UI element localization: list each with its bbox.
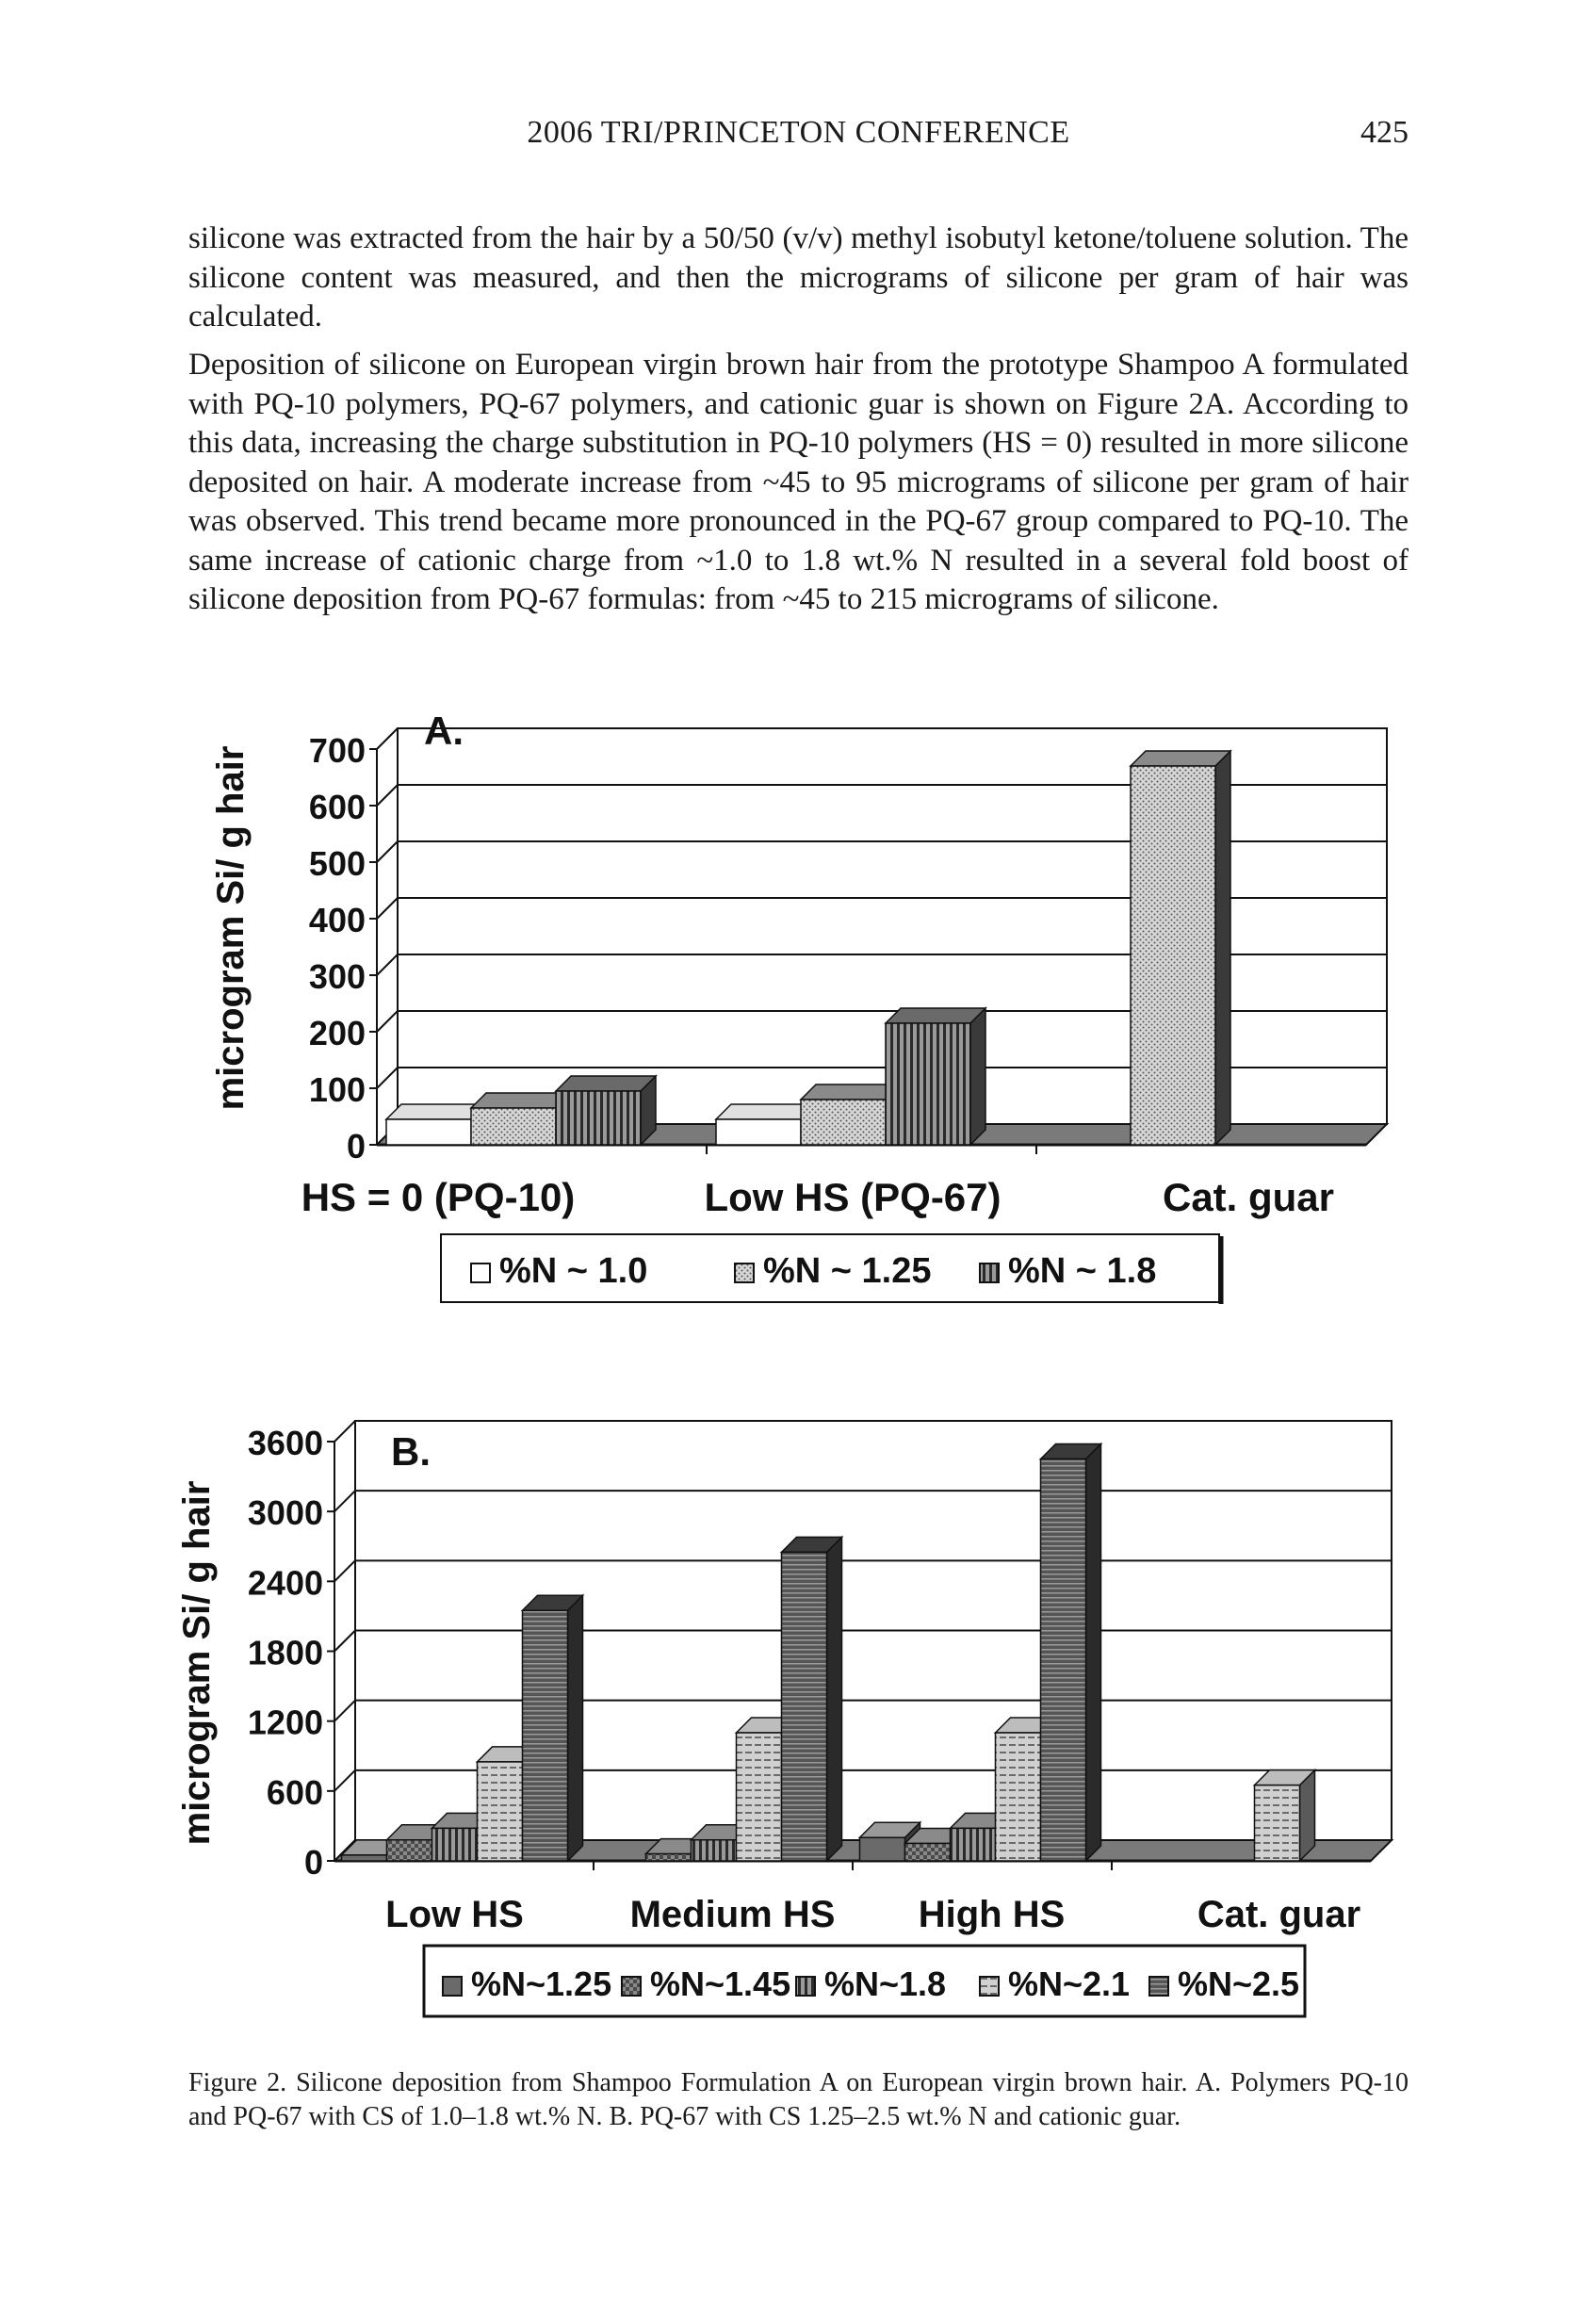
bar-front xyxy=(387,1840,432,1861)
bar-a-2-1 xyxy=(1131,751,1230,1145)
bar-b-3-3 xyxy=(1255,1770,1315,1861)
gridline-diagonal xyxy=(334,1421,355,1442)
running-title: 2006 TRI/PRINCETON CONFERENCE xyxy=(527,115,1070,150)
gridline-diagonal xyxy=(377,841,398,862)
legend-label: %N~1.25 xyxy=(471,1965,612,2003)
y-tick-label: 1200 xyxy=(247,1703,323,1742)
bar-side xyxy=(1215,751,1230,1145)
bar-b-1-4 xyxy=(782,1537,842,1861)
legend-swatch xyxy=(622,1977,641,1996)
bar-front xyxy=(996,1733,1041,1861)
legend-swatch xyxy=(796,1977,815,1996)
y-tick-label: 600 xyxy=(308,788,366,826)
bar-top xyxy=(556,1076,656,1091)
gridline-diagonal xyxy=(377,1068,398,1088)
bar-front xyxy=(471,1108,556,1145)
bar-front xyxy=(1041,1459,1086,1861)
y-tick-labels xyxy=(309,731,366,1166)
running-head xyxy=(188,115,1409,156)
bar-b-0-4 xyxy=(523,1595,583,1861)
bar-front xyxy=(886,1023,970,1145)
gridline-diagonal xyxy=(334,1701,355,1721)
y-tick-label: 100 xyxy=(308,1070,366,1109)
bar-side xyxy=(970,1008,985,1145)
bar-front xyxy=(905,1843,951,1861)
bar-front xyxy=(1255,1785,1300,1861)
bar-front xyxy=(342,1855,387,1861)
gridline-diagonal xyxy=(377,785,398,806)
x-tick-labels xyxy=(385,1894,1360,1935)
legend-swatch xyxy=(980,1264,999,1282)
y-axis-title: microgram Si/ g hair xyxy=(176,1480,218,1846)
gridline-diagonal xyxy=(377,954,398,975)
y-tick-labels xyxy=(248,1424,323,1882)
bar-front xyxy=(646,1854,692,1861)
bar-a-0-2 xyxy=(556,1076,656,1145)
bar-side xyxy=(1086,1444,1101,1861)
y-tick-label: 0 xyxy=(346,1127,366,1166)
gridline-diagonal xyxy=(377,898,398,919)
y-tick-label: 400 xyxy=(308,901,366,939)
legend-swatch xyxy=(1149,1977,1168,1996)
x-tick-label: High HS xyxy=(918,1894,1066,1935)
bar-front xyxy=(716,1119,801,1145)
gridline-diagonal xyxy=(377,728,398,749)
bar-front xyxy=(432,1828,478,1861)
bar-front xyxy=(523,1610,568,1861)
bar-front xyxy=(692,1840,737,1861)
legend-label: %N ~ 1.8 xyxy=(1008,1251,1157,1291)
bar-front xyxy=(478,1762,523,1861)
gridline-diagonal xyxy=(377,1011,398,1032)
x-tick-label: Cat. guar xyxy=(1197,1894,1361,1935)
bar-side xyxy=(827,1537,842,1861)
gridline-diagonal xyxy=(334,1631,355,1652)
x-tick-labels xyxy=(301,1175,1334,1219)
bar-a-1-2 xyxy=(886,1008,985,1145)
y-axis-title: microgram Si/ g hair xyxy=(210,745,252,1111)
bar-front xyxy=(801,1100,886,1145)
legend-label: %N~2.5 xyxy=(1178,1965,1300,2003)
figure-2a-chart xyxy=(0,693,1596,1314)
bar-side xyxy=(568,1595,583,1861)
bar-front xyxy=(951,1828,996,1861)
bar-front xyxy=(556,1091,641,1145)
bar-front xyxy=(1131,766,1215,1145)
legend-label: %N~2.1 xyxy=(1008,1965,1131,2003)
figure-2b-chart xyxy=(0,1380,1596,2030)
legend-swatch xyxy=(980,1977,999,1996)
bar-front xyxy=(860,1837,905,1861)
x-tick-label: HS = 0 (PQ-10) xyxy=(301,1175,576,1219)
bar-front xyxy=(386,1119,471,1145)
figure-2b-svg xyxy=(0,1380,1596,2030)
panel-label: B. xyxy=(391,1429,431,1474)
figure-2a-svg xyxy=(0,693,1596,1314)
y-tick-label: 200 xyxy=(308,1014,366,1052)
body-paragraph-2: Deposition of silicone on European virgin brown hair from the prototype Shampoo A formulated with PQ-10 polymers, PQ-67 polymers, and cationic guar is shown on Figure 2A. According to this data, increasing the charge substitution in PQ-10 polymers (HS = 0) resulted in more silicone deposited on hair. A moderate increase from ~45 to 95 micrograms of silicone per gram of hair was observed. This trend became more pronounced in the PQ-67 group compared to PQ-10. The same increase of cationic charge from ~1.0 to 1.8 wt.% N resulted in a several fold boost of silicone deposition from PQ-67 formulas: from ~45 to 215 micrograms of silicone. xyxy=(188,348,1409,616)
y-tick-label: 0 xyxy=(303,1843,323,1882)
bar-b-2-4 xyxy=(1041,1444,1101,1861)
gridline-diagonal xyxy=(334,1560,355,1581)
y-tick-label: 3600 xyxy=(247,1424,323,1462)
gridline-diagonal xyxy=(334,1491,355,1511)
x-tick-label: Cat. guar xyxy=(1162,1175,1335,1219)
figure-caption: Figure 2. Silicone deposition from Shampoo Formulation A on European virgin brown hair. A. Polymers PQ-10 and PQ-67 with CS of 1.0–1.8 wt.% N. B. PQ-67 with CS 1.25–2.5 wt.% N and cationic guar. xyxy=(188,2068,1409,2131)
legend-label: %N~1.45 xyxy=(650,1965,791,2003)
legend-label: %N~1.8 xyxy=(824,1965,947,2003)
x-tick-label: Low HS (PQ-67) xyxy=(704,1175,1002,1219)
legend xyxy=(424,1946,1305,2016)
x-tick-label: Low HS xyxy=(385,1894,524,1935)
bar-top xyxy=(1131,751,1230,766)
y-tick-label: 700 xyxy=(308,731,366,770)
page-number: 425 xyxy=(1360,115,1409,150)
body-paragraph-1: silicone was extracted from the hair by a 50/50 (v/v) methyl isobutyl ketone/toluene solution. The silicone content was measured, and then the micrograms of silicone per gram of hair was calculated. xyxy=(188,221,1409,334)
legend-swatch xyxy=(443,1977,462,1996)
legend-label: %N ~ 1.0 xyxy=(499,1251,648,1291)
y-tick-label: 3000 xyxy=(247,1493,323,1533)
legend-swatch xyxy=(471,1264,490,1282)
y-tick-label: 1800 xyxy=(247,1633,323,1672)
y-tick-label: 2400 xyxy=(247,1563,323,1603)
bar-front xyxy=(737,1733,782,1861)
bar-front xyxy=(782,1552,827,1861)
y-tick-label: 600 xyxy=(266,1772,323,1812)
legend-label: %N ~ 1.25 xyxy=(763,1251,932,1291)
legend xyxy=(441,1234,1221,1304)
bar-top xyxy=(886,1008,985,1023)
y-tick-label: 500 xyxy=(308,844,366,883)
gridline-diagonal xyxy=(334,1770,355,1791)
y-tick-label: 300 xyxy=(308,957,366,996)
panel-label: A. xyxy=(424,709,464,753)
legend-swatch xyxy=(735,1264,754,1282)
x-tick-label: Medium HS xyxy=(629,1894,836,1935)
